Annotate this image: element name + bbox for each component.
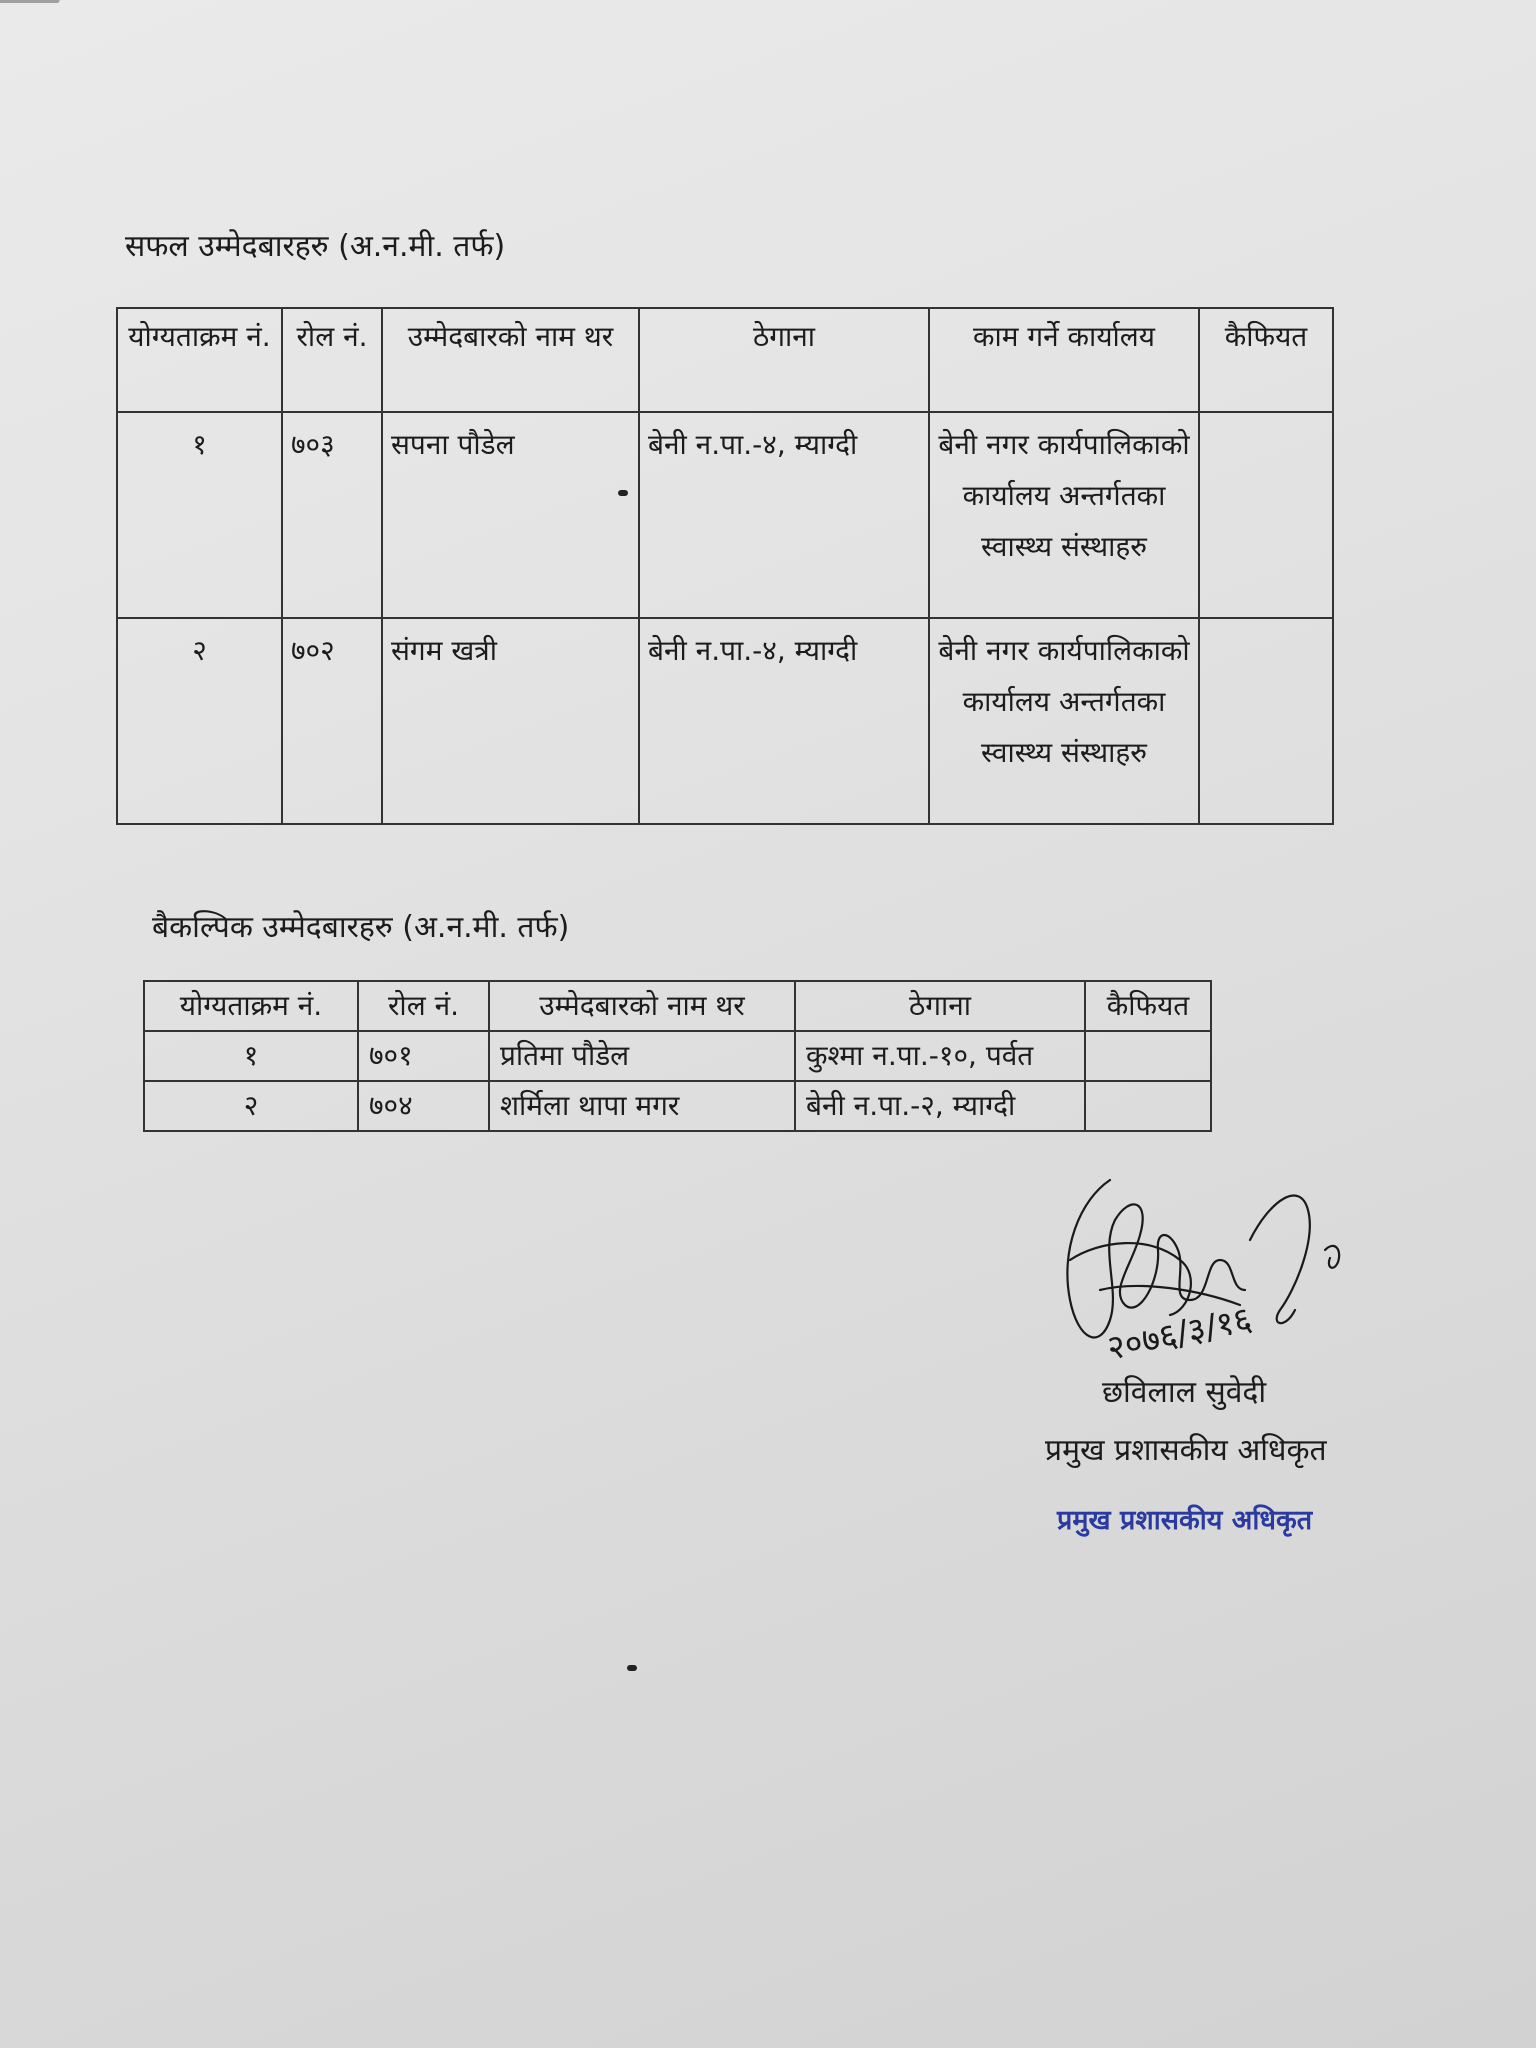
table-header-row <box>117 308 1333 412</box>
rank-cell: १ <box>144 1031 358 1081</box>
table-header-row <box>144 981 1211 1031</box>
col-address-header: ठेगाना <box>795 981 1085 1031</box>
roll-cell: ७०४ <box>358 1081 489 1131</box>
ink-speck <box>627 1665 637 1671</box>
address-cell: कुश्मा न.पा.-१०, पर्वत <box>795 1031 1085 1081</box>
remarks-cell <box>1199 412 1333 618</box>
table-row <box>117 618 1333 824</box>
rank-cell: २ <box>144 1081 358 1131</box>
signatory-title: प्रमुख प्रशासकीय अधिकृत <box>1045 1433 1327 1468</box>
remarks-cell <box>1085 1031 1211 1081</box>
rank-cell: २ <box>117 618 282 824</box>
signatory-name: छविलाल सुवेदी <box>1102 1375 1267 1410</box>
roll-cell: ७०१ <box>358 1031 489 1081</box>
official-stamp: प्रमुख प्रशासकीय अधिकृत <box>1057 1505 1313 1536</box>
name-cell: प्रतिमा पौडेल <box>489 1031 795 1081</box>
col-address-header: ठेगाना <box>639 308 929 412</box>
address-cell: बेनी न.पा.-४, म्याग्दी <box>639 412 929 618</box>
successful-candidates-table <box>116 307 1334 825</box>
col-rank-header: योग्यताक्रम नं. <box>117 308 282 412</box>
col-roll-header: रोल नं. <box>282 308 382 412</box>
office-cell: बेनी नगर कार्यपालिकाको कार्यालय अन्तर्गतका स्वास्थ्य संस्थाहरु <box>929 618 1199 824</box>
table-row <box>117 412 1333 618</box>
col-remarks-header: कैफियत <box>1199 308 1333 412</box>
rank-cell: १ <box>117 412 282 618</box>
col-name-header: उम्मेदबारको नाम थर <box>489 981 795 1031</box>
alternate-candidates-heading: बैकल्पिक उम्मेदबारहरु (अ.न.मी. तर्फ) <box>152 910 570 945</box>
table-row <box>144 1081 1211 1131</box>
col-name-header: उम्मेदबारको नाम थर <box>382 308 639 412</box>
address-cell: बेनी न.पा.-४, म्याग्दी <box>639 618 929 824</box>
successful-candidates-heading: सफल उम्मेदबारहरु (अ.न.मी. तर्फ) <box>125 229 506 264</box>
roll-cell: ७०२ <box>282 618 382 824</box>
page-corner-shadow <box>0 0 60 73</box>
name-cell: संगम खत्री <box>382 618 639 824</box>
ink-speck <box>618 490 628 496</box>
signature-date: २०७६/३/१६ <box>1103 1299 1256 1369</box>
address-cell: बेनी न.पा.-२, म्याग्दी <box>795 1081 1085 1131</box>
roll-cell: ७०३ <box>282 412 382 618</box>
col-rank-header: योग्यताक्रम नं. <box>144 981 358 1031</box>
remarks-cell <box>1199 618 1333 824</box>
table-row <box>144 1031 1211 1081</box>
col-roll-header: रोल नं. <box>358 981 489 1031</box>
col-remarks-header: कैफियत <box>1085 981 1211 1031</box>
col-office-header: काम गर्ने कार्यालय <box>929 308 1199 412</box>
office-cell: बेनी नगर कार्यपालिकाको कार्यालय अन्तर्गतका स्वास्थ्य संस्थाहरु <box>929 412 1199 618</box>
remarks-cell <box>1085 1081 1211 1131</box>
name-cell: शर्मिला थापा मगर <box>489 1081 795 1131</box>
name-cell: सपना पौडेल <box>382 412 639 618</box>
alternate-candidates-table <box>143 980 1212 1132</box>
